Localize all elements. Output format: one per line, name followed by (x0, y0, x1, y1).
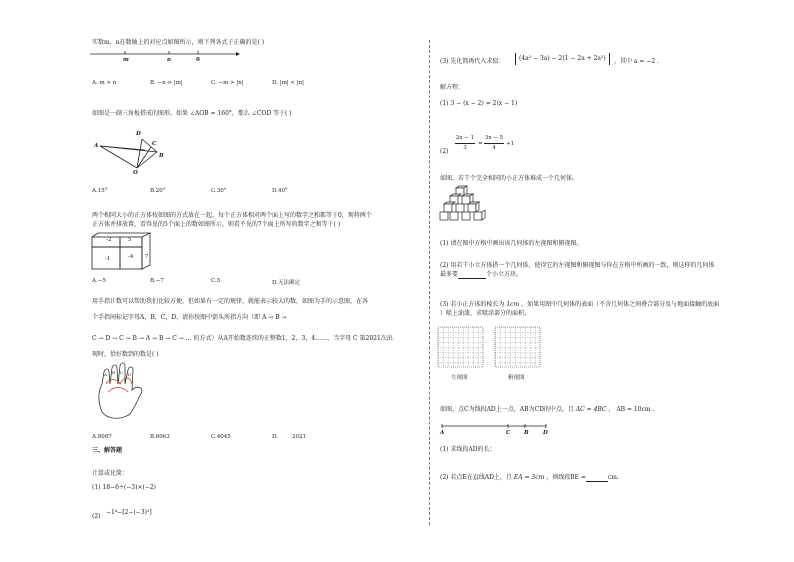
column-divider (429, 40, 430, 525)
solid-question-stem: 如图，若干个完全相同的小正方体堆成一个几何体。 (440, 175, 579, 182)
solid-part-2-prefix: 最多要 (440, 271, 459, 278)
cubes-question-stem-line2: 正方体并排放置，看得见的5个面上的数如图所示，则看不见的7个面上所写的数字之和等于( ) (92, 221, 341, 228)
calc-item-2-label: (2) (92, 513, 101, 520)
triangle-label-b: B (159, 153, 164, 159)
left-view-grid (438, 327, 484, 369)
triangles-option-c: C.30° (211, 188, 227, 194)
segment-condition-2: ， AB = 10cm . (608, 406, 655, 413)
fingers-option-d-value: 2021 (292, 434, 306, 440)
cube-face-side: 7 (145, 254, 149, 260)
triangles-option-d: D.40° (272, 188, 288, 194)
fingers-question-line3: C → D → C → B → A → B → C → … 的方式）从A开始数连续的正整数1，2，3，4……，当字母 C 第2021次出 (92, 335, 393, 342)
segment-label-b: B (524, 430, 529, 436)
segment-question-stem (440, 406, 654, 414)
segment-label-a: A (440, 430, 445, 436)
triangle-label-c: C (152, 141, 157, 147)
top-view-grid (495, 327, 541, 369)
number-line-option-d: D. |m| < |n| (272, 80, 304, 86)
solve-title: 解方程： (440, 84, 465, 91)
solid-part-2-blank[interactable] (458, 272, 486, 279)
fraction-1-numerator: 2x − 1 (455, 135, 475, 141)
fraction-1-denominator: 3 (463, 145, 467, 151)
hand-letter-c: C (120, 370, 124, 375)
segment-part-1: (1) 求线段AD的长； (440, 446, 496, 453)
triangle-label-o: O (133, 170, 138, 176)
left-view-label: 左视图 (451, 375, 468, 381)
hand-letter-a: A (104, 372, 107, 377)
fraction-1-bar (455, 143, 475, 144)
fingers-option-c: C.4045 (211, 434, 231, 440)
number-line-option-a: A. m > n (92, 80, 117, 86)
solid-part-2-line2 (440, 271, 522, 279)
hand-letter-d: D (128, 372, 132, 377)
segment-condition-1: AC = 4BC (575, 406, 607, 413)
triangle-label-d: D (136, 131, 141, 137)
fingers-option-a: A.8087 (92, 434, 112, 440)
solid-part-2-line1: (2) 用若干小立方体搭一个几何体，使得它的左视图和俯视图与你在方格中所画的一致，则这样的几何体 (440, 262, 715, 269)
solid-part-3-line1 (440, 301, 719, 309)
hand-letter-b: B (112, 370, 115, 375)
segment-part-2 (440, 474, 619, 482)
cubes-figure (92, 233, 156, 271)
fingers-option-b: B.6063 (150, 434, 170, 440)
segment-stem-prefix: 如图，点C为线段AD上一点，AB为CD的中点，且 (440, 406, 574, 413)
cubes-option-a: A.−5 (92, 278, 106, 284)
number-line-option-b: B. −n > |m| (150, 80, 183, 86)
calc-title: 计算或化简： (92, 470, 129, 477)
solid-part-3-suffix: ，如果用图中几何体的表面（不含几何体之间叠合部分及与地面接触的底面 (521, 301, 720, 308)
calc-item-1: (1) 18−6÷(−3)×(−2) (92, 484, 156, 491)
number-line-question-stem: 实数m，n在数轴上的对应点如图所示，则下列各式子正确的是( ) (92, 39, 265, 46)
segment-part-2-question: ，则线段BE = (546, 474, 586, 481)
cubes-option-c: C.5 (211, 278, 221, 284)
fraction-2-numerator: 3x − 5 (484, 135, 504, 141)
solid-part-1: (1) 请在图中方格中画出该几何体的左视图和俯视图。 (440, 240, 583, 247)
solid-part-3-prefix: (3) 若小正方体的棱长为 (440, 301, 505, 308)
segment-label-c: C (506, 430, 511, 436)
cube-face-top-right: 5 (128, 237, 132, 243)
simplify-condition: ，其中 a = −2 . (614, 58, 659, 65)
number-line-label-n: n (167, 57, 171, 63)
solid-part-3-line2: ）喷上油漆，求喷涂部分的面积。 (440, 310, 531, 317)
number-line-figure (90, 48, 240, 64)
triangles-option-b: B.20° (150, 188, 166, 194)
fingers-question-line4: 现时，恰好数到的数是( ) (92, 351, 159, 358)
cubes-question-stem-line1: 两个相同大小的正方体按如图的方式放在一起，每个正方体相对两个面上写的数字之和都等于0，现将两个 (92, 212, 372, 219)
cube-face-front-left: -1 (105, 256, 111, 262)
cube-face-top-left: -2 (106, 237, 112, 243)
solve-equation-1: (1) 3 − (x − 2) = 2(x − 1) (440, 100, 518, 107)
fraction-2-denominator: 4 (492, 145, 496, 151)
cube-face-front-right: -4 (128, 254, 134, 260)
number-line-option-c: C. −m > |n| (211, 80, 244, 86)
cubes-option-b: B.−7 (150, 278, 164, 284)
equation-equals: = (478, 141, 483, 147)
segment-figure (440, 421, 552, 431)
equation-tail: +1 (506, 141, 515, 147)
calc-item-2-expr: −1⁴−[2−(−3)²] (106, 509, 152, 516)
segment-part-2-prefix: (2) 若点E在直线AD上，且 (440, 474, 512, 481)
top-view-label: 俯视图 (508, 375, 525, 381)
segment-label-d: D (543, 430, 548, 436)
simplify-label: (3) 先化简再代入求值： (440, 58, 505, 65)
section-title: 三、解答题 (92, 447, 123, 454)
simplify-expression: (4a² − 3a) − 2(1 − 2a + 2a²) (515, 53, 610, 65)
fingers-question-line2: 个手指间标记字母A，B，C，D，请你按图中箭头所指方向（即 A → B → (92, 314, 287, 321)
number-line-label-zero: 0 (196, 57, 200, 63)
solve-equation-2-label: (2) (440, 148, 449, 155)
solid-part-3-edge-length: 1cm (506, 301, 520, 308)
solid-part-2-suffix: 个小立方块。 (486, 271, 523, 278)
triangle-label-a: A (94, 143, 99, 149)
fraction-2-bar (484, 143, 504, 144)
segment-part-2-blank[interactable] (586, 475, 608, 482)
triangles-question-stem: 如图是一副三角板搭成的图形，如果 ∠AOB = 160°，那么 ∠COD 等于( ) (92, 110, 292, 117)
fingers-option-d: D. (272, 434, 278, 440)
stacked-cubes-figure (440, 186, 490, 228)
segment-part-2-unit: cm. (607, 474, 619, 481)
segment-part-2-condition: EA = 3cm (513, 474, 545, 481)
fingers-question-line1: 用手指计数可以帮助我们比较方便，但如果有一定的规律，就能表示较大的数，如图为手的示意图，在各 (92, 298, 369, 305)
triangles-option-a: A.15° (92, 188, 108, 194)
cubes-option-d: D.无法确定 (272, 280, 300, 286)
number-line-label-m: m (123, 57, 129, 63)
